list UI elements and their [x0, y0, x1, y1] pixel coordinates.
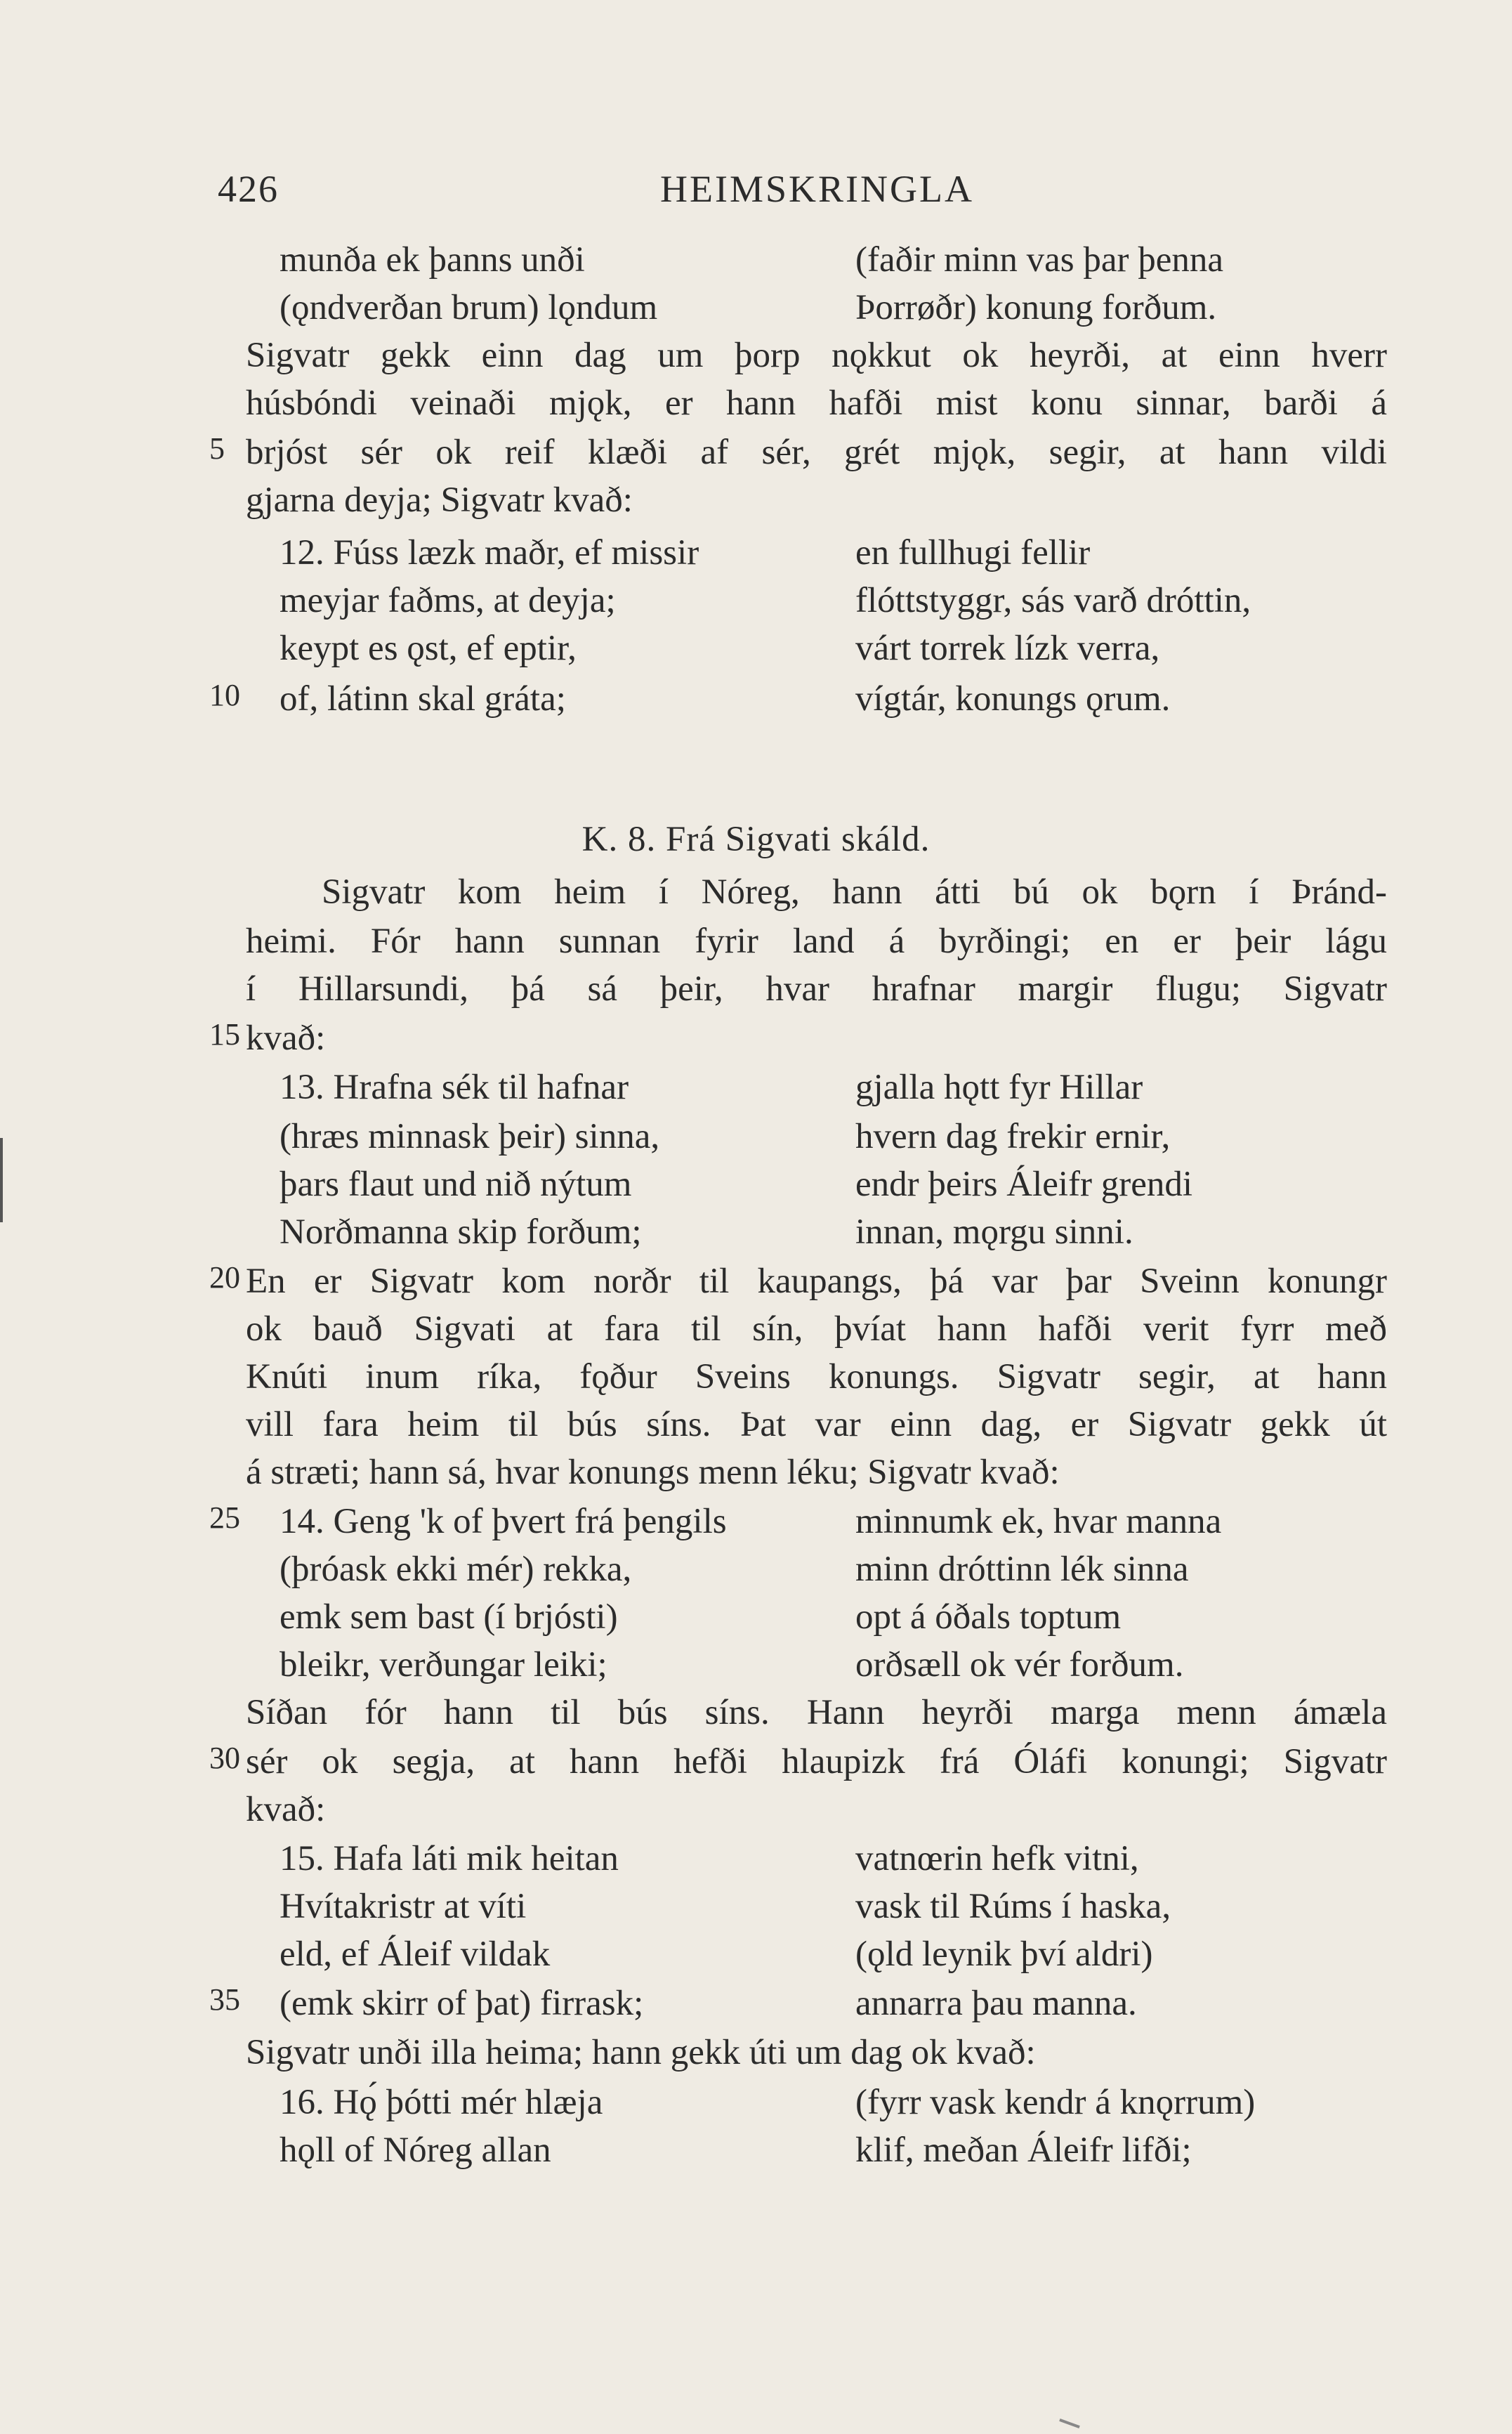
- prose-line: Sigvatr kom heim í Nóreg, hann átti bú ok bǫrn í Þránd-: [322, 872, 1387, 912]
- verse-line-left: (ǫndverðan brum) lǫndum: [280, 288, 658, 327]
- verse-line-right: Þorrøðr) konung forðum.: [855, 288, 1217, 327]
- verse-line-right: orðsæll ok vér forðum.: [855, 1645, 1184, 1684]
- verse-line-left: hǫll of Nóreg allan: [280, 2131, 551, 2170]
- line-number: 20: [209, 1260, 240, 1295]
- prose-line: húsbóndi veinaði mjǫk, er hann hafði mist konu sinnar, barði á: [246, 384, 1387, 423]
- verse-line-left: 16. Hǫ́ þótti mér hlæja: [280, 2083, 603, 2122]
- verse-line-right: gjalla hǫtt fyr Hillar: [855, 1068, 1143, 1107]
- verse-line-left: bleikr, verðungar leiki;: [280, 1645, 607, 1684]
- bottom-mark: [1059, 2419, 1080, 2428]
- verse-line-left: (þróask ekki mér) rekka,: [280, 1550, 632, 1589]
- verse-line-left: þars flaut und nið nýtum: [280, 1165, 632, 1204]
- verse-line-right: hvern dag frekir ernir,: [855, 1117, 1171, 1156]
- prose-line: brjóst sér ok reif klæði af sér, grét mjǫk, segir, at hann vildi: [246, 433, 1387, 472]
- prose-line: Sigvatr unði illa heima; hann gekk úti um dag ok kvað:: [246, 2033, 1036, 2072]
- verse-line-right: vatnœrin hefk vitni,: [855, 1839, 1139, 1878]
- verse-line-left: eld, ef Áleif vildak: [280, 1935, 551, 1974]
- prose-line: heimi. Fór hann sunnan fyrir land á byrðingi; en er þeir lágu: [246, 922, 1387, 961]
- line-number: 35: [209, 1982, 240, 2017]
- prose-line: á stræti; hann sá, hvar konungs menn léku; Sigvatr kvað:: [246, 1453, 1060, 1492]
- margin-mark: [0, 1138, 3, 1222]
- verse-line-right: vask til Rúms í haska,: [855, 1887, 1171, 1926]
- prose-line: En er Sigvatr kom norðr til kaupangs, þá var þar Sveinn konungr: [246, 1262, 1387, 1301]
- prose-line: gjarna deyja; Sigvatr kvað:: [246, 480, 633, 520]
- verse-line-left: munða ek þanns unði: [280, 240, 585, 280]
- line-number: 15: [209, 1017, 240, 1052]
- verse-line-left: of, látinn skal gráta;: [280, 679, 566, 719]
- prose-line: vill fara heim til bús síns. Þat var einn dag, er Sigvatr gekk út: [246, 1405, 1387, 1444]
- verse-line-right: minnumk ek, hvar manna: [855, 1502, 1222, 1541]
- verse-line-left: meyjar faðms, at deyja;: [280, 581, 616, 620]
- verse-line-left: Norðmanna skip forðum;: [280, 1212, 642, 1252]
- verse-line-right: várt torrek lízk verra,: [855, 629, 1160, 668]
- verse-line-right: annarra þau manna.: [855, 1984, 1137, 2023]
- verse-line-right: flóttstyggr, sás varð dróttin,: [855, 581, 1251, 620]
- verse-line-right: opt á óðals toptum: [855, 1597, 1122, 1637]
- prose-line: í Hillarsundi, þá sá þeir, hvar hrafnar margir flugu; Sigvatr: [246, 969, 1387, 1009]
- prose-line: kvað:: [246, 1019, 326, 1058]
- verse-line-left: emk sem bast (í brjósti): [280, 1597, 618, 1637]
- verse-line-left: 14. Geng 'k of þvert frá þengils: [280, 1502, 727, 1541]
- prose-line: Sigvatr gekk einn dag um þorp nǫkkut ok heyrði, at einn hverr: [246, 336, 1387, 375]
- verse-line-right: klif, meðan Áleifr lifði;: [855, 2131, 1192, 2170]
- verse-line-right: en fullhugi fellir: [855, 533, 1091, 572]
- prose-line: kvað:: [246, 1790, 326, 1829]
- chapter-heading: K. 8. Frá Sigvati skáld.: [581, 820, 931, 859]
- verse-line-left: 13. Hrafna sék til hafnar: [280, 1068, 629, 1107]
- running-title: HEIMSKRINGLA: [660, 168, 974, 210]
- verse-line-left: 12. Fúss læzk maðr, ef missir: [280, 533, 699, 572]
- verse-line-right: vígtár, konungs ǫrum.: [855, 679, 1171, 719]
- verse-line-right: innan, mǫrgu sinni.: [855, 1212, 1133, 1252]
- verse-line-left: (hræs minnask þeir) sinna,: [280, 1117, 660, 1156]
- prose-line: Knúti inum ríka, fǫður Sveins konungs. Sigvatr segir, at hann: [246, 1357, 1387, 1396]
- page-number: 426: [218, 168, 279, 210]
- verse-line-right: endr þeirs Áleifr grendi: [855, 1165, 1193, 1204]
- verse-line-right: (fyrr vask kendr á knǫrrum): [855, 2083, 1256, 2122]
- prose-line: ok bauð Sigvati at fara til sín, þvíat hann hafði verit fyrr með: [246, 1309, 1387, 1349]
- verse-line-right: (ǫld leynik því aldri): [855, 1935, 1153, 1974]
- line-number: 25: [209, 1500, 240, 1535]
- page-header: [218, 167, 1271, 223]
- verse-line-left: 15. Hafa láti mik heitan: [280, 1839, 619, 1878]
- line-number: 10: [209, 678, 240, 712]
- line-number: 5: [209, 431, 225, 466]
- verse-line-left: (emk skirr of þat) firrask;: [280, 1984, 644, 2023]
- verse-line-left: keypt es ǫst, ef eptir,: [280, 629, 577, 668]
- prose-line: Síðan fór hann til bús síns. Hann heyrði marga menn ámæla: [246, 1693, 1387, 1732]
- verse-line-right: minn dróttinn lék sinna: [855, 1550, 1189, 1589]
- verse-line-left: Hvítakristr at víti: [280, 1887, 527, 1926]
- line-number: 30: [209, 1741, 240, 1775]
- verse-line-right: (faðir minn vas þar þenna: [855, 240, 1223, 280]
- prose-line: sér ok segja, at hann hefði hlaupizk frá Óláfi konungi; Sigvatr: [246, 1742, 1387, 1781]
